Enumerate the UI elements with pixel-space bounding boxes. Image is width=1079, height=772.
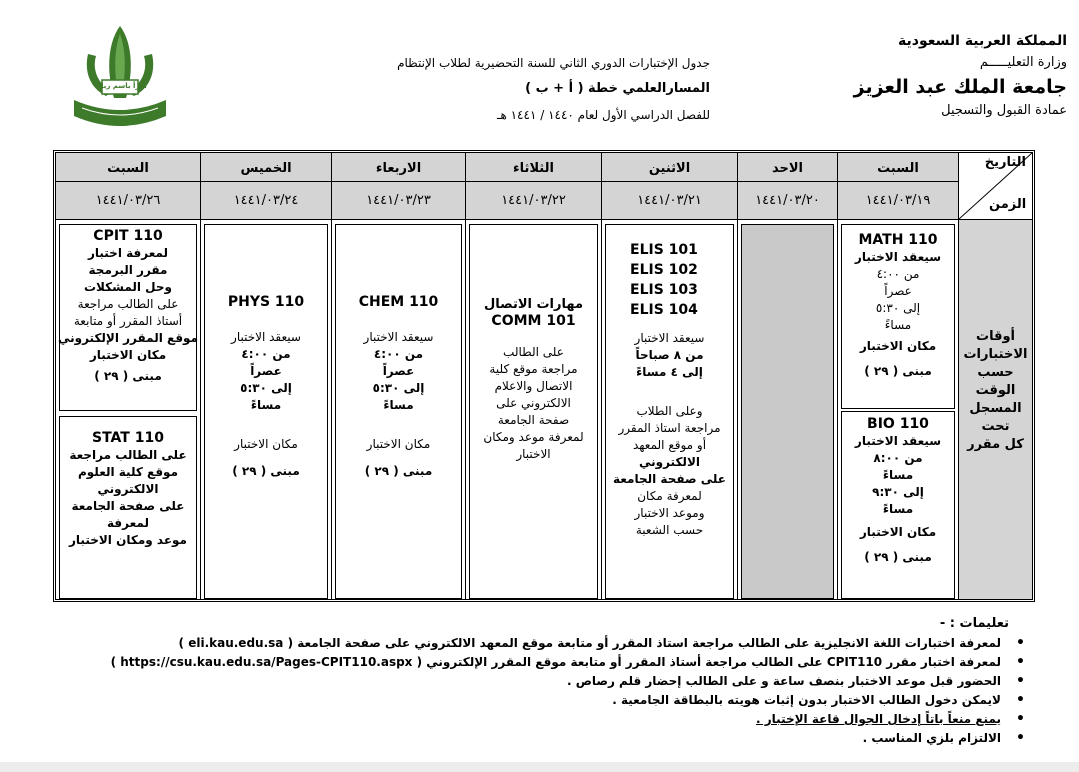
bio-line: مبنى ( ٢٩ ): [864, 550, 932, 564]
chem-line: سيعقد الاختبار: [363, 330, 434, 344]
stat-line: الالكتروني: [97, 482, 159, 496]
day-header-wed: [332, 153, 466, 219]
cpit-line: لمعرفة اختبار: [87, 246, 169, 260]
instruction-item: • الحضور قبل موعد الاختبار بنصف ساعة و على الطالب إحضار قلم رصاص .: [49, 672, 1001, 691]
day-header-tue: [466, 153, 602, 219]
row-label-line: أوقات: [976, 329, 1015, 344]
course-code-math110: MATH 110: [858, 232, 938, 248]
cpit-line: على الطالب مراجعة: [77, 297, 179, 311]
comm-line: على الطالب: [503, 345, 564, 359]
thu-exams: [201, 220, 332, 599]
stat-line: موقع كلية العلوم: [77, 465, 179, 479]
instructions-section: [49, 614, 1049, 748]
sat2-exams: [56, 220, 201, 599]
comm-line: صفحة الجامعة: [497, 413, 570, 427]
schedule-heading: [330, 50, 710, 128]
instruction-item: • لمعرفة اختبار مقرر CPIT110 على الطالب مراجعة أستاذ المقرر أو متابعة موقع المقرر الإلكتروني ( https://csu.kau.edu.sa/Pages-CPIT110.aspx ): [49, 653, 1001, 672]
day-name: السبت: [107, 161, 149, 176]
day-name: الخميس: [240, 161, 292, 176]
instructions-list: [49, 634, 1049, 748]
day-header-sat1: [838, 153, 959, 219]
tue-exams: [466, 220, 602, 599]
chem-line: إلى ٥:٣٠: [372, 381, 425, 395]
kingdom-name: المملكة العربية السعودية: [898, 33, 1067, 49]
math-line: مكان الاختبار: [859, 339, 937, 353]
stat-line: على الطالب مراجعة: [69, 448, 187, 462]
bio-line: إلى ٩:٣٠: [872, 485, 924, 499]
math-line: إلى ٥:٣٠: [875, 301, 921, 315]
instructions-title: تعليمات : -: [939, 616, 1009, 631]
elis-line: لمعرفة مكان: [637, 489, 702, 503]
day-header-mon: [602, 153, 738, 219]
elis-line: أو موقع المعهد: [632, 438, 707, 452]
bio-line: مساءً: [882, 502, 914, 516]
cpit-line: وحل المشكلات: [83, 280, 173, 294]
comm-line: لمعرفة موعد ومكان: [483, 430, 584, 444]
day-date: ١٤٤١/٠٣/٢٢: [501, 193, 566, 208]
day-header-thu: [201, 153, 332, 219]
day-name: الاربعاء: [375, 161, 422, 176]
ministry-name: وزارة التعليـــــم: [979, 55, 1067, 70]
time-row-label: [959, 220, 1032, 599]
plan-label: المسارالعلمي خطة ( أ + ب ): [525, 81, 710, 96]
elis-line: إلى ٤ مساءً: [636, 365, 703, 379]
cpit-line: مبنى ( ٢٩ ): [94, 369, 162, 383]
chem-line: من ٤:٠٠: [373, 347, 424, 361]
comm-line: الاختبار: [516, 447, 551, 461]
math-line: عصراً: [884, 284, 912, 298]
row-label-line: كل مقرر: [967, 437, 1024, 452]
phys-line: عصراً: [250, 364, 282, 378]
stat-line: موعد ومكان الاختبار: [69, 533, 187, 547]
day-name: الاحد: [771, 161, 803, 176]
day-date: ١٤٤١/٠٣/٢٦: [95, 193, 161, 208]
chem-line: عصراً: [382, 364, 415, 378]
phys-line: مكان الاختبار: [234, 437, 298, 451]
instruction-item: • يمنع منعاً باتاً إدخال الجوال قاعة الإختبار .: [49, 710, 1001, 729]
logo-motto: اقرأ باسم ربك: [97, 82, 147, 90]
elis-line: من ٨ صباحاً: [635, 348, 704, 362]
corner-cell: [959, 153, 1032, 219]
course-code-cpit110: CPIT 110: [93, 228, 163, 244]
schedule-title: جدول الإختبارات الدوري الثاني للسنة التحضيرية لطلاب الإنتظام: [397, 56, 710, 70]
comm-line: الالكتروني على: [496, 396, 571, 410]
course-code-elis102: ELIS 102: [630, 262, 698, 278]
math-line: سيعقد الاختبار: [854, 250, 942, 264]
elis-line: وعلى الطلاب: [636, 404, 703, 418]
course-code-phys110: PHYS 110: [227, 294, 305, 310]
row-label-line: الاختبارات: [963, 347, 1028, 362]
deanship-name: عمادة القبول والتسجيل: [941, 103, 1067, 118]
course-code-elis103: ELIS 103: [630, 282, 698, 298]
comm-title: مهارات الاتصال: [483, 297, 584, 312]
semester-label: للفصل الدراسي الأول لعام ١٤٤٠ / ١٤٤١ هـ: [496, 108, 710, 122]
row-label-line: حسب: [977, 365, 1014, 380]
day-name: الاثنين: [648, 161, 691, 176]
page-bottom-edge: [0, 762, 1079, 772]
phys-line: مبنى ( ٢٩ ): [232, 464, 300, 478]
instruction-item: • الالتزام بلزي المناسب .: [49, 729, 1001, 748]
sat1-exams: [838, 220, 959, 599]
row-label-line: المسجل: [969, 401, 1022, 416]
math-line: من ٤:٠٠: [876, 267, 920, 281]
elis-line: مراجعة استاذ المقرر: [618, 421, 721, 435]
row-label-line: تحت: [981, 419, 1010, 434]
cpit-line: مقرر البرمجة: [88, 263, 168, 277]
bio-line: سيعقد الاختبار: [854, 434, 942, 448]
math-line: مبنى ( ٢٩ ): [864, 364, 932, 378]
elis-line: وموعد الاختبار: [634, 506, 705, 520]
university-logo: [68, 20, 172, 128]
course-code-elis104: ELIS 104: [630, 302, 698, 318]
course-code-elis101: ELIS 101: [630, 242, 698, 258]
chem-line: مكان الاختبار: [366, 437, 431, 451]
comm-line: الاتصال والاعلام: [494, 379, 573, 393]
course-code-stat110: STAT 110: [92, 430, 164, 446]
day-header-sun: [738, 153, 838, 219]
course-code-chem110: CHEM 110: [358, 294, 439, 310]
university-name: جامعة الملك عبد العزيز: [853, 76, 1067, 98]
day-header-sat2: [56, 153, 201, 219]
cpit-line: أستاذ المقرر أو متابعة: [73, 314, 183, 328]
day-date: ١٤٤١/٠٣/٢١: [637, 193, 702, 208]
phys-line: مساءً: [250, 398, 282, 412]
sun-exams-empty: [738, 220, 838, 599]
bio-line: مساءً: [882, 468, 914, 482]
day-date: ١٤٤١/٠٣/٢٣: [366, 193, 431, 208]
row-label-line: الوقت: [975, 383, 1016, 398]
cpit-line: موقع المقرر الإلكتروني: [57, 331, 199, 345]
day-date: ١٤٤١/٠٣/١٩: [865, 193, 931, 208]
instruction-item: • لمعرفة اختبارات اللغة الانجليزية على الطالب مراجعة استاذ المقرر أو متابعة موقع المعهد الالكتروني على صفحة الجامعة ( eli.kau.edu.sa ): [49, 634, 1001, 653]
day-date: ١٤٤١/٠٣/٢٤: [233, 193, 299, 208]
chem-line: مساءً: [383, 398, 414, 412]
math-line: مساءً: [884, 318, 912, 332]
mon-exams: [602, 220, 738, 599]
cpit-line: مكان الاختبار: [89, 348, 167, 362]
course-code-comm101: COMM 101: [491, 313, 576, 329]
course-code-bio110: BIO 110: [867, 416, 929, 432]
corner-time-label: الزمن: [989, 197, 1027, 212]
phys-line: سيعقد الاختبار: [231, 330, 301, 344]
corner-date-label: التاريخ: [984, 155, 1026, 170]
elis-line: على صفحة الجامعة: [612, 472, 726, 486]
elis-line: حسب الشعبة: [635, 523, 704, 537]
day-name: السبت: [877, 161, 919, 176]
comm-line: مراجعة موقع كلية: [489, 362, 578, 376]
stat-line: لمعرفة: [107, 516, 149, 530]
phys-line: إلى ٥:٣٠: [240, 381, 292, 395]
institution-header: [827, 30, 1067, 122]
day-name: الثلاثاء: [513, 161, 554, 176]
bio-line: من ٨:٠٠: [873, 451, 923, 465]
bio-line: مكان الاختبار: [859, 525, 937, 539]
wed-exams: [332, 220, 466, 599]
elis-line: سيعقد الاختبار: [634, 331, 705, 345]
day-date: ١٤٤١/٠٣/٢٠: [755, 193, 820, 208]
phys-line: من ٤:٠٠: [241, 347, 291, 361]
chem-line: مبنى ( ٢٩ ): [364, 464, 433, 478]
elis-line: الالكتروني: [638, 455, 700, 469]
exam-schedule-table: [53, 150, 1035, 602]
stat-line: على صفحة الجامعة: [71, 499, 185, 513]
instruction-item: • لايمكن دخول الطالب الاختبار بدون إثبات هويته بالبطاقة الجامعية .: [49, 691, 1001, 710]
